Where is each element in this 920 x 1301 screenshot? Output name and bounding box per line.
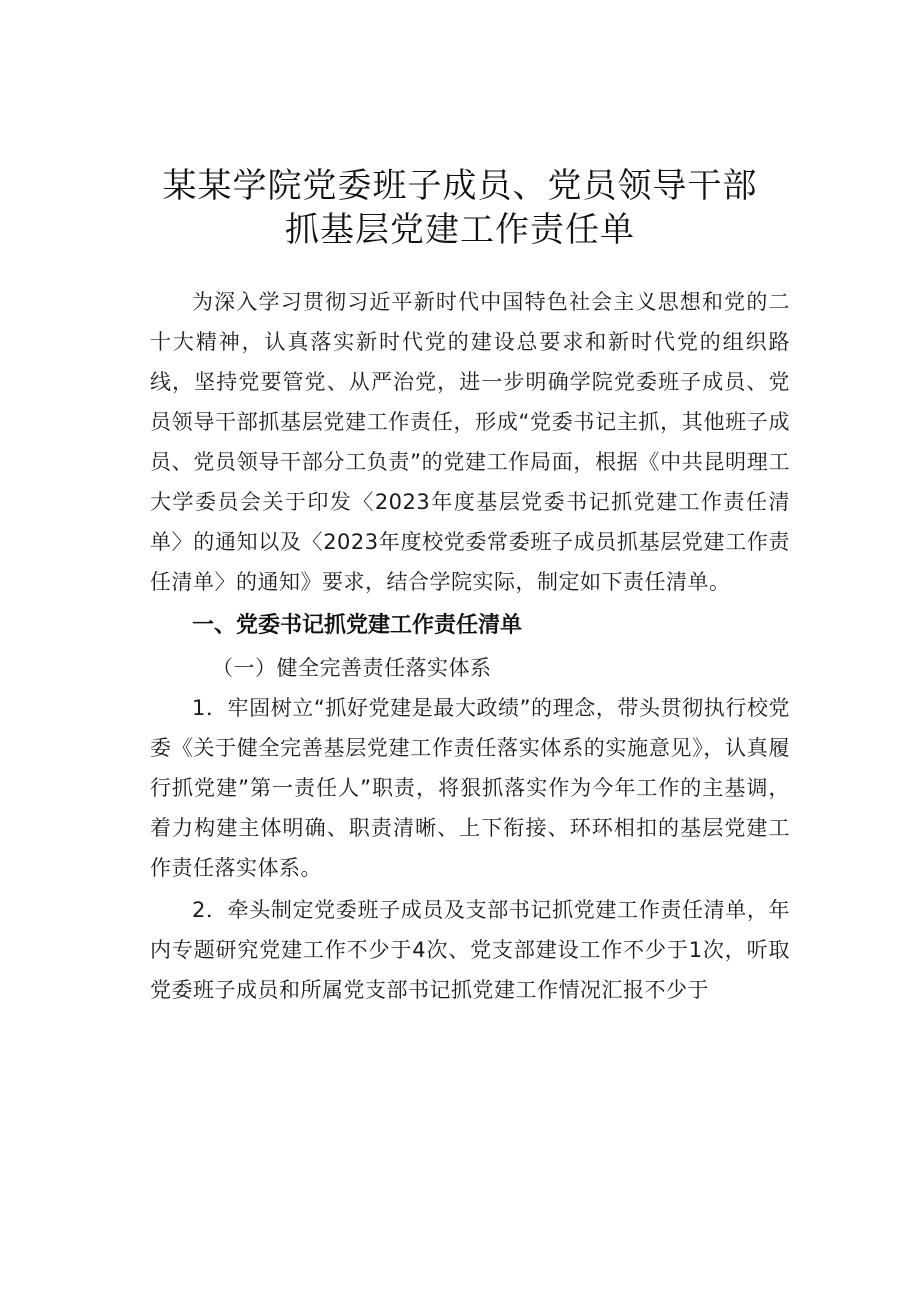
intro-paragraph: 为深入学习贯彻习近平新时代中国特色社会主义思想和党的二十大精神，认真落实新时代党的建设总要求和新时代党的组织路线，坚持党要管党、从严治党，进一步明确学院党委班子成员、党员领导干部抓基层党建工作责任，形成“党委书记主抓，其他班子成员、党员领导干部分工负责”的党建工作局面，根据《中共昆明理工大学委员会关于印发〈2023年度基层党委书记抓党建工作责任清单〉的通知以及〈2023年度校党委常委班子成员抓基层党建工作责任清单〉的通知》要求，结合学院实际，制定如下责任清单。 bbox=[150, 290, 790, 594]
document-title-line-2: 抓基层党建工作责任单 bbox=[285, 210, 635, 250]
document-body bbox=[150, 282, 790, 1010]
subsection-heading-1: （一）健全完善责任落实体系 bbox=[212, 656, 492, 680]
document-title-line-1: 某某学院党委班子成员、党员领导干部 bbox=[162, 166, 758, 206]
section-heading-1: 一、党委书记抓党建工作责任清单 bbox=[192, 613, 523, 638]
item-paragraph-2: 2．牵头制定党委班子成员及支部书记抓党建工作责任清单，年内专题研究党建工作不少于4次、党支部建设工作不少于1次，听取党委班子成员和所属党支部书记抓党建工作情况汇报不少于 bbox=[150, 898, 790, 1002]
item-paragraph-1: 1．牢固树立“抓好党建是最大政绩”的理念，带头贯彻执行校党委《关于健全完善基层党建工作责任落实体系的实施意见》，认真履行抓党建”第一责任人”职责，将狠抓落实作为今年工作的主基调，着力构建主体明确、职责清晰、上下衔接、环环相扣的基层党建工作责任落实体系。 bbox=[150, 696, 790, 880]
